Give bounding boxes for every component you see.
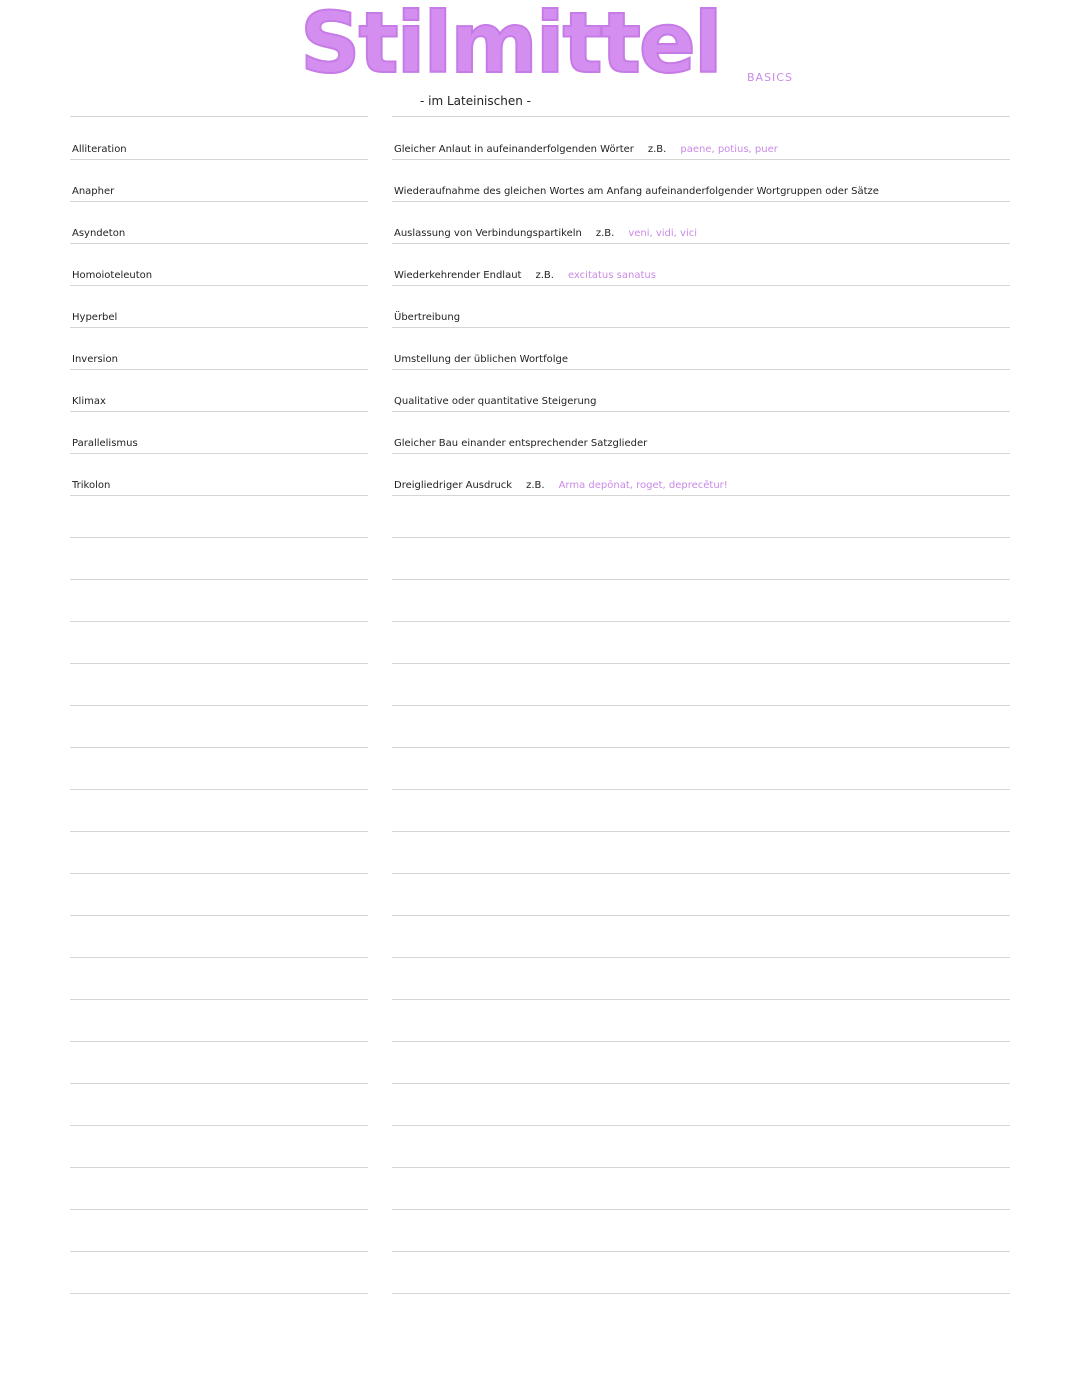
term-cell xyxy=(70,664,368,706)
definition-main: Auslassung von Verbindungspartikeln xyxy=(394,228,582,239)
empty-row xyxy=(0,496,1080,538)
table-row xyxy=(0,202,1080,244)
table-row xyxy=(0,286,1080,328)
definition-cell xyxy=(392,1084,1010,1126)
basics-badge: BASICS xyxy=(747,71,793,84)
example-prefix: z.B. xyxy=(595,228,615,239)
definition-main: Übertreibung xyxy=(394,312,461,323)
term-label: Inversion xyxy=(72,354,118,365)
empty-row xyxy=(0,1126,1080,1168)
definition-cell xyxy=(392,202,1010,244)
definition-text xyxy=(394,480,728,491)
definition-main: Qualitative oder quantitative Steigerung xyxy=(394,396,597,407)
definition-cell xyxy=(392,580,1010,622)
table-row xyxy=(0,160,1080,202)
definition-cell xyxy=(392,1126,1010,1168)
term-cell xyxy=(70,496,368,538)
term-cell xyxy=(70,118,368,160)
empty-row xyxy=(0,622,1080,664)
term-cell xyxy=(70,1084,368,1126)
empty-row xyxy=(0,538,1080,580)
definition-main: Wiederkehrender Endlaut xyxy=(394,270,522,281)
term-cell xyxy=(70,244,368,286)
term-cell xyxy=(70,958,368,1000)
definition-cell xyxy=(392,118,1010,160)
definition-cell xyxy=(392,832,1010,874)
definition-cell xyxy=(392,454,1010,496)
empty-row xyxy=(0,1000,1080,1042)
term-label: Trikolon xyxy=(72,480,111,491)
definition-cell xyxy=(392,538,1010,580)
table-row xyxy=(0,328,1080,370)
definition-cell xyxy=(392,160,1010,202)
term-cell xyxy=(70,538,368,580)
definition-cell xyxy=(392,286,1010,328)
definition-cell xyxy=(392,748,1010,790)
empty-row xyxy=(0,664,1080,706)
empty-row xyxy=(0,1168,1080,1210)
definition-cell xyxy=(392,412,1010,454)
term-label: Hyperbel xyxy=(72,312,118,323)
empty-row xyxy=(0,1210,1080,1252)
definition-text xyxy=(394,270,656,281)
empty-row xyxy=(0,958,1080,1000)
term-cell xyxy=(70,790,368,832)
term-label: Klimax xyxy=(72,396,106,407)
empty-row xyxy=(0,916,1080,958)
definition-text xyxy=(394,312,488,323)
definition-cell xyxy=(392,790,1010,832)
term-cell xyxy=(70,370,368,412)
table-row xyxy=(0,370,1080,412)
example-prefix: z.B. xyxy=(535,270,554,281)
empty-row xyxy=(0,1042,1080,1084)
page-title: Stilmittel xyxy=(300,0,721,92)
definition-cell xyxy=(392,1168,1010,1210)
term-cell xyxy=(70,622,368,664)
term-cell xyxy=(70,1210,368,1252)
definition-text xyxy=(394,438,675,449)
term-cell xyxy=(70,748,368,790)
table-row xyxy=(0,412,1080,454)
term-cell xyxy=(70,916,368,958)
empty-row xyxy=(0,580,1080,622)
term-cell xyxy=(70,874,368,916)
term-cell xyxy=(70,286,368,328)
definition-cell xyxy=(392,370,1010,412)
definition-cell xyxy=(392,916,1010,958)
definition-text xyxy=(394,144,778,155)
definition-cell xyxy=(392,622,1010,664)
definition-text xyxy=(394,354,596,365)
page-subtitle: - im Lateinischen - xyxy=(420,94,531,108)
term-cell xyxy=(70,580,368,622)
term-label: Alliteration xyxy=(72,144,127,155)
term-label: Asyndeton xyxy=(72,228,126,239)
term-label: Parallelismus xyxy=(72,438,138,449)
definition-cell xyxy=(392,328,1010,370)
example-text: paene, potius, puer xyxy=(680,144,778,155)
definition-cell xyxy=(392,1042,1010,1084)
term-cell xyxy=(70,1042,368,1084)
definition-main: Gleicher Anlaut in aufeinanderfolgenden Wörter xyxy=(394,144,634,155)
empty-row xyxy=(0,1252,1080,1294)
definition-cell xyxy=(392,1000,1010,1042)
definition-cell xyxy=(392,1210,1010,1252)
example-text: excitatus sanatus xyxy=(567,270,656,281)
term-cell xyxy=(70,1168,368,1210)
table-row xyxy=(0,118,1080,160)
definition-cell xyxy=(392,874,1010,916)
term-cell xyxy=(70,706,368,748)
definition-cell xyxy=(392,1252,1010,1294)
empty-row xyxy=(0,748,1080,790)
example-prefix: z.B. xyxy=(526,480,545,491)
term-cell xyxy=(70,1126,368,1168)
definition-main: Umstellung der üblichen Wortfolge xyxy=(394,354,569,365)
empty-row xyxy=(0,874,1080,916)
example-text: veni, vidi, vici xyxy=(628,228,698,239)
empty-row xyxy=(0,790,1080,832)
definition-cell xyxy=(392,958,1010,1000)
example-text: Arma depōnat, roget, deprecētur! xyxy=(558,480,728,491)
definition-text xyxy=(394,228,697,239)
term-cell xyxy=(70,202,368,244)
empty-row xyxy=(0,1084,1080,1126)
definition-cell xyxy=(392,496,1010,538)
term-cell xyxy=(70,412,368,454)
term-cell xyxy=(70,832,368,874)
definition-text xyxy=(394,186,907,197)
table-row xyxy=(0,244,1080,286)
header xyxy=(300,0,820,120)
term-label: Homoioteleuton xyxy=(72,270,153,281)
term-cell xyxy=(70,1252,368,1294)
term-cell xyxy=(70,160,368,202)
term-cell xyxy=(70,454,368,496)
term-cell xyxy=(70,1000,368,1042)
definition-main: Dreigliedriger Ausdruck xyxy=(394,480,513,491)
term-label: Anapher xyxy=(72,186,115,197)
definition-cell xyxy=(392,706,1010,748)
table-row xyxy=(0,454,1080,496)
example-prefix: z.B. xyxy=(647,144,667,155)
definition-text xyxy=(394,396,624,407)
empty-row xyxy=(0,832,1080,874)
empty-row xyxy=(0,706,1080,748)
definition-cell xyxy=(392,244,1010,286)
term-cell xyxy=(70,328,368,370)
definition-main: Wiederaufnahme des gleichen Wortes am Anfang aufeinanderfolgender Wortgruppen oder Sätze xyxy=(394,186,879,197)
definition-cell xyxy=(392,664,1010,706)
definition-main: Gleicher Bau einander entsprechender Satzglieder xyxy=(394,438,648,449)
